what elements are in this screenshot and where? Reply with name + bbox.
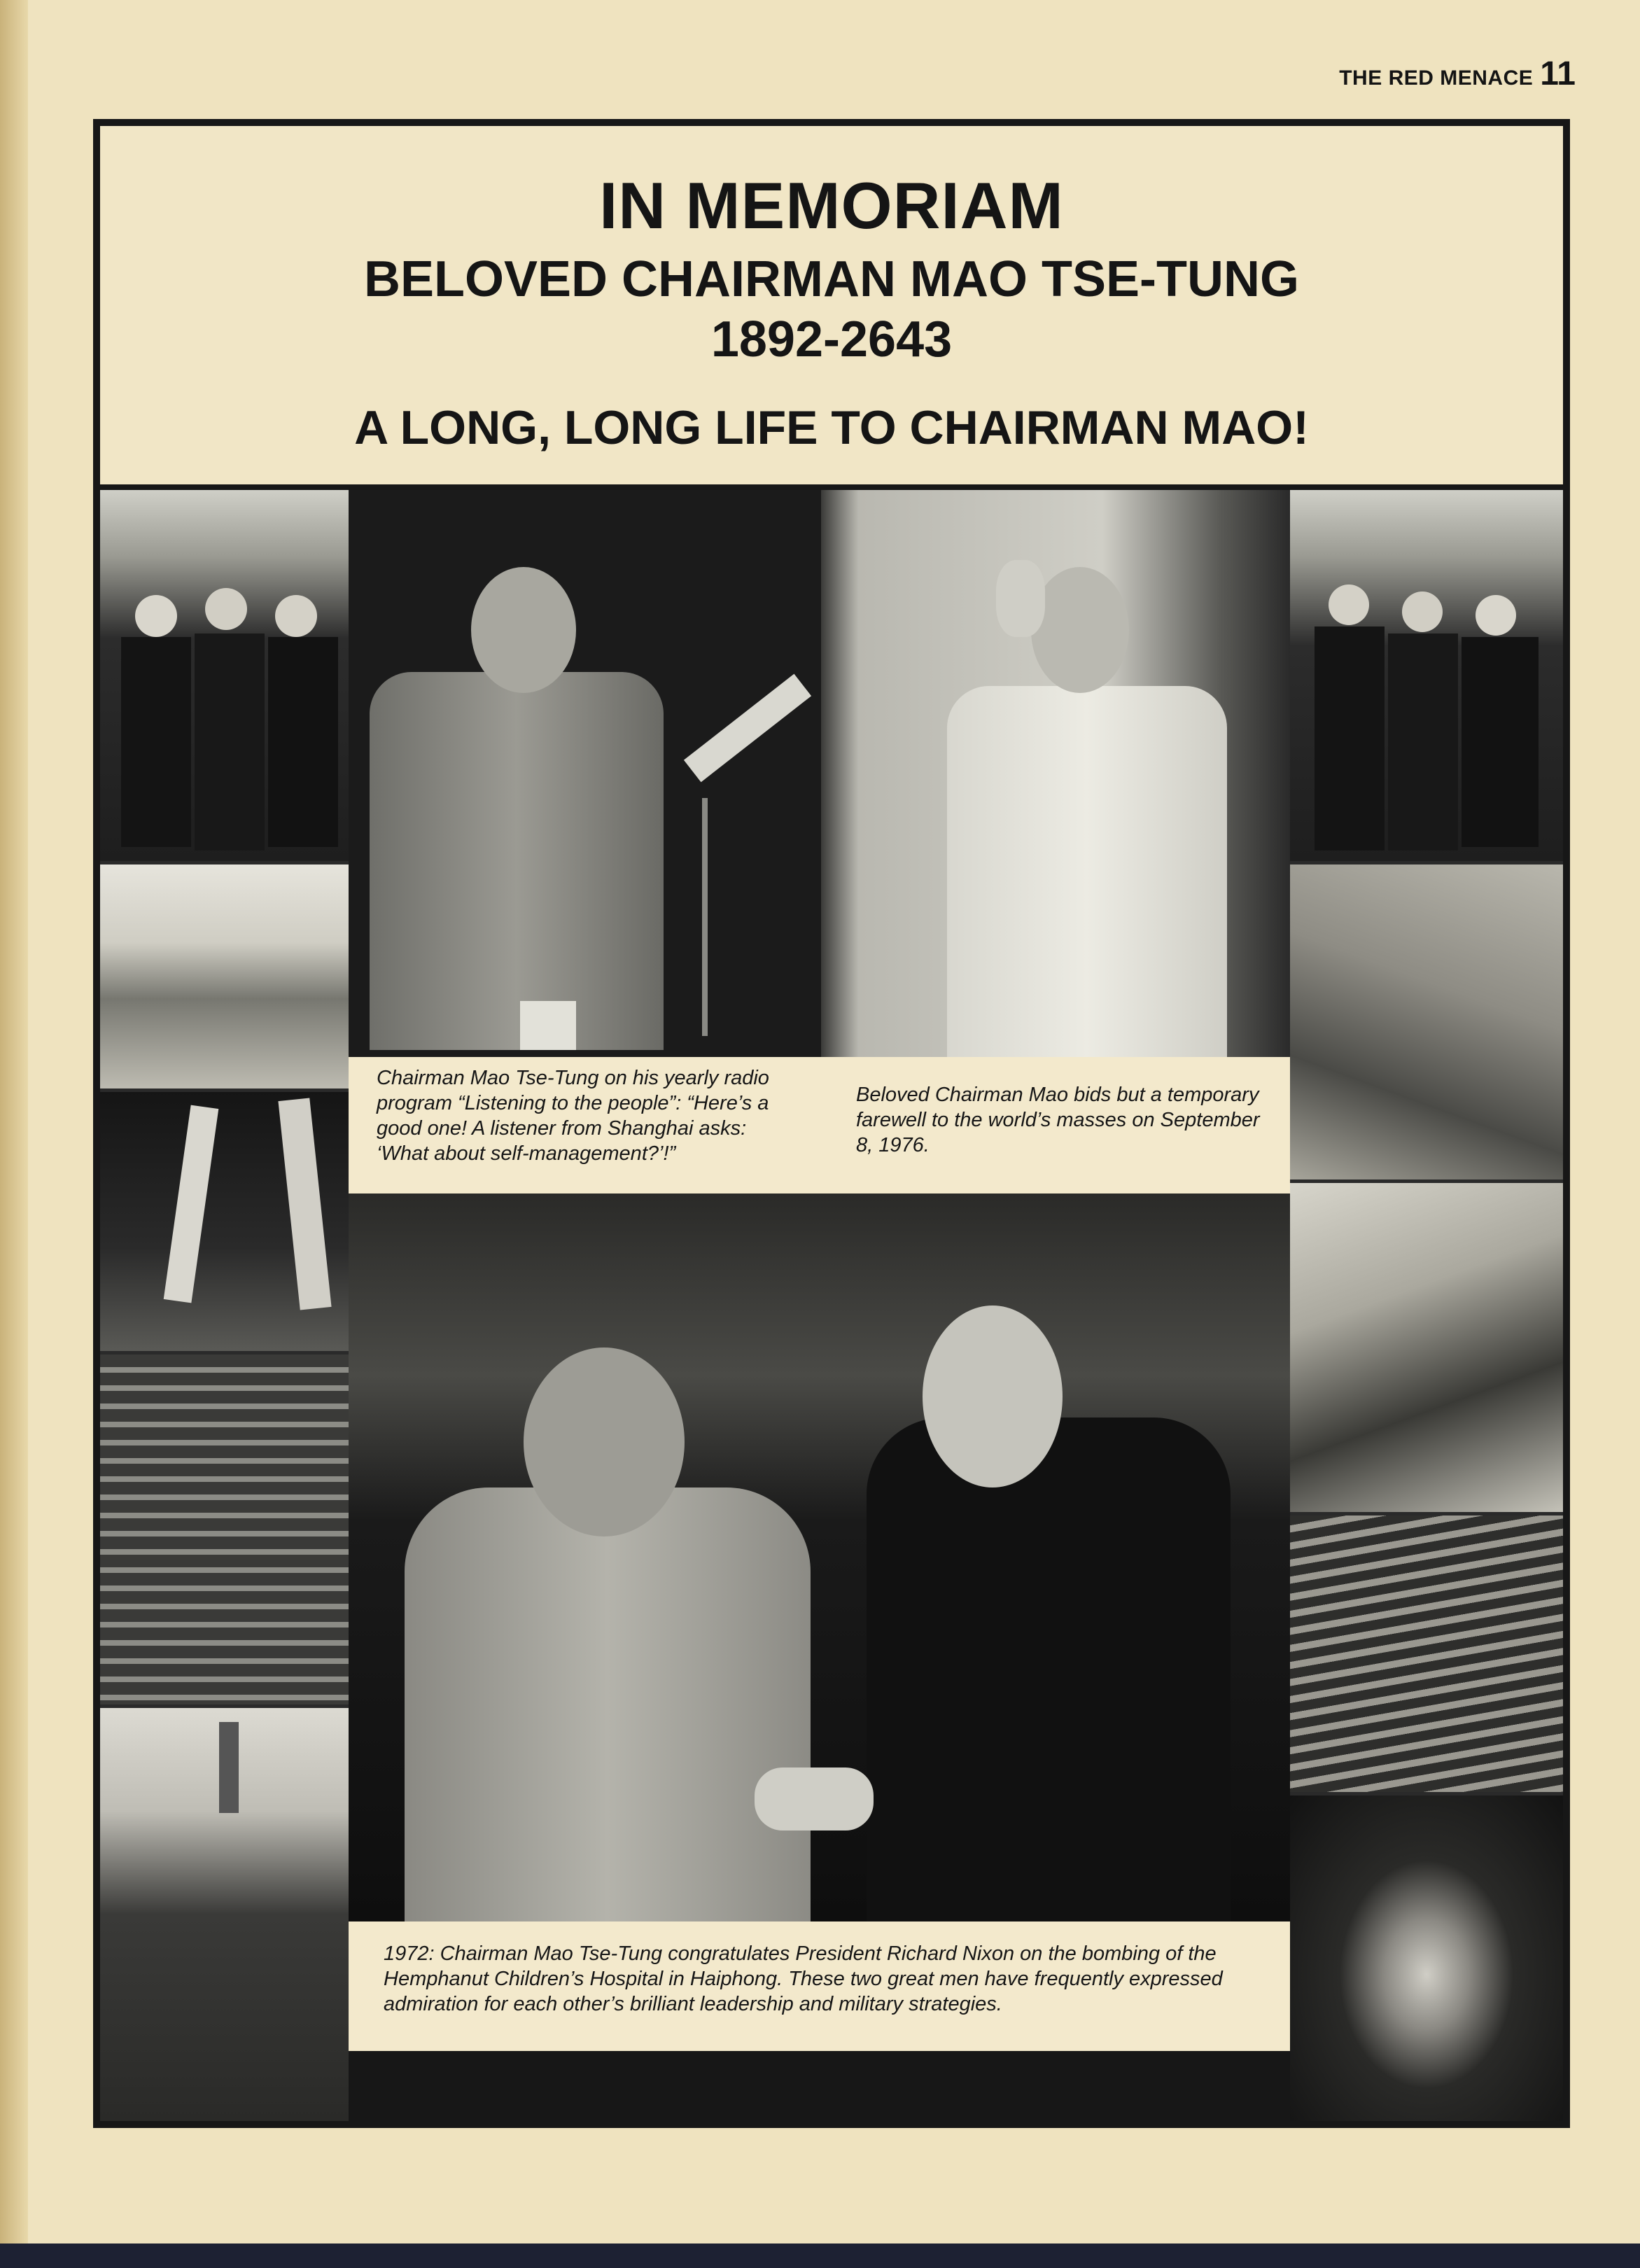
photo-mao-farewell xyxy=(821,490,1290,1057)
photo-marching-guards-left xyxy=(100,490,349,861)
photo-marching-guards-right xyxy=(1290,490,1563,861)
running-head xyxy=(1339,55,1576,93)
caption-nixon-bottom-strip xyxy=(349,2051,1290,2121)
photo-mass-formation xyxy=(1290,1516,1563,1792)
publication-name: THE RED MENACE xyxy=(1339,66,1534,90)
photo-mao-radio-program xyxy=(349,490,821,1057)
page-title: IN MEMORIAM xyxy=(599,169,1064,242)
header-box xyxy=(100,126,1563,490)
caption-nixon xyxy=(349,1921,1290,2051)
photo-mao-nixon-handshake xyxy=(349,1194,1290,1921)
page-number: 11 xyxy=(1540,55,1576,92)
subtitle: BELOVED CHAIRMAN MAO TSE-TUNG xyxy=(364,251,1299,307)
left-photo-column xyxy=(100,490,349,2121)
page-edge xyxy=(0,0,28,2268)
caption-farewell xyxy=(821,1057,1290,1194)
caption-radio-program xyxy=(349,1057,821,1194)
slogan: A LONG, LONG LIFE TO CHAIRMAN MAO! xyxy=(354,401,1309,454)
caption-nixon-text: 1972: Chairman Mao Tse-Tung congratulates President Richard Nixon on the bombing of the Hemphanut Children’s Hospital in Haiphong. These two great men have frequently expressed admiration for each other’s brilliant leadership and military strategies. xyxy=(384,1942,1223,2015)
caption-farewell-text: Beloved Chairman Mao bids but a temporary farewell to the world’s masses on September 8, 1976. xyxy=(856,1084,1260,1156)
photo-hillside-laborers xyxy=(1290,864,1563,1180)
right-photo-column xyxy=(1290,490,1563,2121)
photo-stadium-rally xyxy=(100,1354,349,1704)
photo-terrace-diggers xyxy=(1290,1183,1563,1512)
photo-flag-crowd xyxy=(100,1092,349,1351)
photo-tunnel xyxy=(1290,1795,1563,2121)
bottom-band xyxy=(0,2244,1640,2268)
photo-field-workers xyxy=(100,864,349,1088)
life-years: 1892-2643 xyxy=(710,312,953,368)
memorial-frame xyxy=(93,119,1570,2128)
caption-radio-program-text: Chairman Mao Tse-Tung on his yearly radio program “Listening to the people”: “Here’s a good one! A listener from Shanghai asks: ‘What about self-management?’!” xyxy=(377,1067,769,1165)
photo-city-parade xyxy=(100,1708,349,2121)
